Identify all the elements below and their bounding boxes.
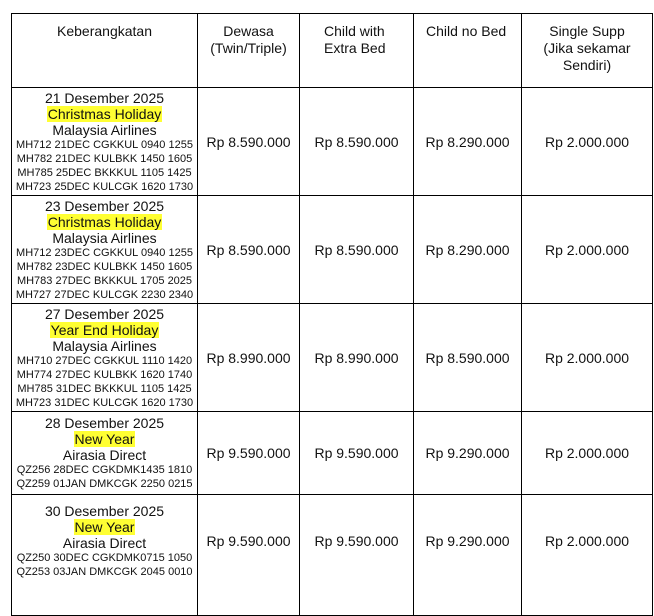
table-header-row bbox=[12, 14, 653, 88]
header-adult-line1: Dewasa bbox=[223, 23, 274, 39]
flight-line: MH723 25DEC KULCGK 1620 1730 bbox=[15, 180, 194, 193]
flight-line: MH712 21DEC CGKKUL 0940 1255 bbox=[16, 138, 193, 151]
event-label bbox=[12, 214, 197, 230]
flight-line: MH782 21DEC KULBKK 1450 1605 bbox=[16, 152, 193, 165]
price-child-no-bed: Rp 8.290.000 bbox=[414, 88, 522, 196]
header-adult-line2: (Twin/Triple) bbox=[210, 40, 287, 56]
departure-cell bbox=[12, 88, 198, 196]
table-row bbox=[12, 495, 653, 616]
price-child-no-bed: Rp 8.290.000 bbox=[414, 196, 522, 304]
header-departure bbox=[12, 14, 198, 88]
header-single-line3: Sendiri) bbox=[562, 57, 612, 73]
header-single-line2: (Jika sekamar bbox=[543, 40, 631, 56]
event-label bbox=[12, 106, 197, 122]
table-row bbox=[12, 196, 653, 304]
price-child-extra-bed: Rp 9.590.000 bbox=[300, 495, 414, 616]
header-single-line1: Single Supp bbox=[549, 23, 625, 39]
header-cnb-label: Child no Bed bbox=[426, 23, 507, 39]
departure-cell bbox=[12, 412, 198, 495]
price-single-supp: Rp 2.000.000 bbox=[522, 196, 653, 304]
flight-line: QZ259 01JAN DMKCGK 2250 0215 bbox=[16, 478, 193, 490]
departure-date: 27 Desember 2025 bbox=[44, 305, 165, 322]
price-child-no-bed: Rp 9.290.000 bbox=[414, 495, 522, 616]
flight-line: MH727 27DEC KULCGK 2230 2340 bbox=[15, 288, 194, 301]
flight-line: MH774 27DEC KULBKK 1620 1740 bbox=[16, 368, 193, 381]
airline-name: Malaysia Airlines bbox=[52, 229, 157, 246]
flight-line: MH785 31DEC BKKKUL 1105 1425 bbox=[17, 382, 192, 395]
flight-line: QZ256 28DEC CGKDMK1435 1810 bbox=[16, 464, 193, 476]
header-single-supp bbox=[522, 14, 653, 88]
event-highlight: Christmas Holiday bbox=[47, 105, 162, 122]
price-adult: Rp 8.990.000 bbox=[198, 304, 300, 412]
airline-name: Airasia Direct bbox=[62, 535, 147, 551]
price-single-supp: Rp 2.000.000 bbox=[522, 304, 653, 412]
flight-line: MH723 31DEC KULCGK 1620 1730 bbox=[15, 396, 194, 409]
departure-date: 28 Desember 2025 bbox=[44, 415, 165, 431]
price-child-extra-bed: Rp 8.590.000 bbox=[300, 196, 414, 304]
event-highlight: New Year bbox=[74, 431, 135, 447]
event-highlight: New Year bbox=[74, 519, 135, 535]
flight-line: MH785 25DEC BKKKUL 1105 1425 bbox=[17, 166, 192, 179]
price-adult: Rp 9.590.000 bbox=[198, 495, 300, 616]
price-adult: Rp 9.590.000 bbox=[198, 412, 300, 495]
departure-date: 30 Desember 2025 bbox=[44, 503, 165, 519]
price-child-extra-bed: Rp 8.590.000 bbox=[300, 88, 414, 196]
event-highlight: Christmas Holiday bbox=[47, 213, 162, 230]
price-child-no-bed: Rp 8.590.000 bbox=[414, 304, 522, 412]
price-adult: Rp 8.590.000 bbox=[198, 196, 300, 304]
table-row bbox=[12, 304, 653, 412]
table-row bbox=[12, 412, 653, 495]
flight-line: QZ250 30DEC CGKDMK0715 1050 bbox=[16, 552, 193, 564]
price-child-extra-bed: Rp 8.990.000 bbox=[300, 304, 414, 412]
header-adult bbox=[198, 14, 300, 88]
header-child-extra-bed bbox=[300, 14, 414, 88]
price-table bbox=[11, 13, 653, 616]
table-row bbox=[12, 88, 653, 196]
price-single-supp: Rp 2.000.000 bbox=[522, 495, 653, 616]
header-cwb-line1: Child with bbox=[324, 23, 385, 39]
event-label bbox=[12, 431, 197, 447]
event-label bbox=[12, 519, 197, 535]
departure-date: 21 Desember 2025 bbox=[44, 89, 165, 106]
departure-cell bbox=[12, 196, 198, 304]
flight-line: MH710 27DEC CGKKUL 1110 1420 bbox=[16, 354, 193, 367]
flight-line: MH782 23DEC KULBKK 1450 1605 bbox=[16, 260, 193, 273]
header-departure-label: Keberangkatan bbox=[57, 23, 152, 39]
departure-date: 23 Desember 2025 bbox=[44, 197, 165, 214]
departure-cell bbox=[12, 495, 198, 616]
event-label bbox=[12, 322, 197, 338]
flight-line: MH712 23DEC CGKKUL 0940 1255 bbox=[16, 246, 193, 259]
header-child-no-bed bbox=[414, 14, 522, 88]
airline-name: Airasia Direct bbox=[62, 447, 147, 463]
price-child-extra-bed: Rp 9.590.000 bbox=[300, 412, 414, 495]
price-single-supp: Rp 2.000.000 bbox=[522, 412, 653, 495]
price-child-no-bed: Rp 9.290.000 bbox=[414, 412, 522, 495]
flight-line: QZ253 03JAN DMKCGK 2045 0010 bbox=[16, 566, 193, 578]
price-adult: Rp 8.590.000 bbox=[198, 88, 300, 196]
departure-cell bbox=[12, 304, 198, 412]
airline-name: Malaysia Airlines bbox=[52, 337, 157, 354]
event-highlight: Year End Holiday bbox=[50, 321, 159, 338]
price-single-supp: Rp 2.000.000 bbox=[522, 88, 653, 196]
header-cwb-line2: Extra Bed bbox=[324, 40, 386, 56]
airline-name: Malaysia Airlines bbox=[52, 121, 157, 138]
flight-line: MH783 27DEC BKKKUL 1705 2025 bbox=[16, 274, 193, 287]
